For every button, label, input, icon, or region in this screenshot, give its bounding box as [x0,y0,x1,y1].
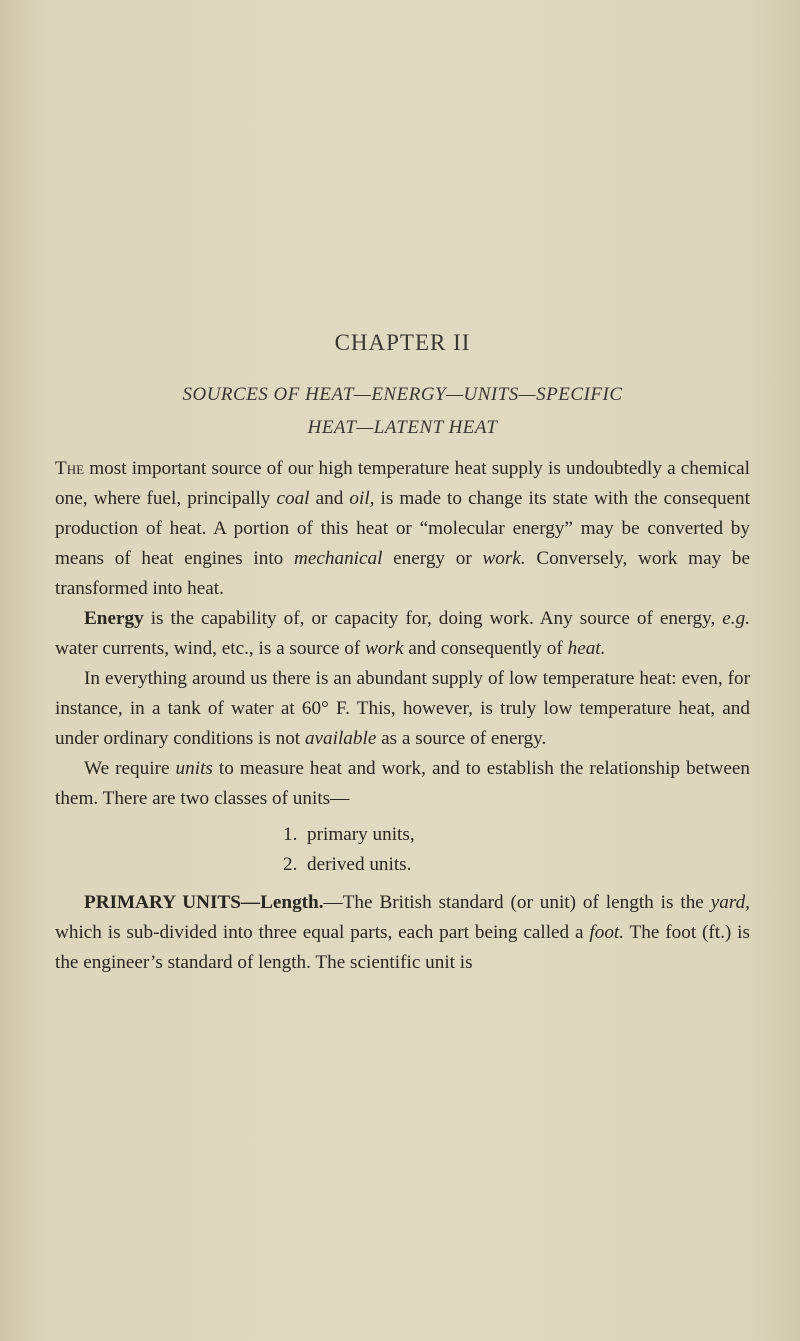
para1-coal: coal [276,488,310,509]
para5-foot: foot. [589,922,625,943]
paragraph-2 [55,604,750,664]
subtitle-line-2: HEAT—LATENT HEAT [307,417,498,438]
para1-oil: oil, [349,488,375,509]
page-content [55,330,750,978]
para1-text-3: is made to change its state with the consequent production of heat. A portion of this heat or “molecular energy” may be converted by means of heat engines into [55,488,750,569]
para5-heading: PRIMARY UNITS—Length. [84,892,324,913]
para1-work: work. [482,548,526,569]
paragraph-1 [55,454,750,604]
para5-text-1: —The British standard (or unit) of length is the [323,892,711,913]
para2-work: work [365,638,404,659]
para2-heat: heat. [567,638,606,659]
paragraph-3 [55,664,750,754]
list-item-text: derived units. [307,854,412,875]
para2-text-3: and consequently of [403,638,568,659]
para3-text-2: as a source of energy. [376,728,547,749]
chapter-subtitle [55,378,750,444]
para1-text-5: Conversely, work may be transformed into heat. [55,548,751,599]
list-item-number: 2. [283,854,298,875]
list-item-text: primary units, [307,824,415,845]
para3-text-1: In everything around us there is an abundant supply of low temperature heat: even, for instance, in a tank of water at 60° F. This, however, is truly low temperature heat, and under ordinary conditions is not [55,668,750,749]
para5-yard: yard, [710,892,750,913]
paragraph-4 [55,754,750,814]
list-item [283,820,750,850]
para4-text-2: to measure heat and work, and to establish the relationship between them. There are two classes of units— [55,758,751,809]
para1-text-2: and [309,488,350,509]
paragraph-5 [55,888,750,978]
list-item-number: 1. [283,824,298,845]
para2-text-2: water currents, wind, etc., is a source of [55,638,366,659]
chapter-title: CHAPTER II [334,330,471,355]
subtitle-line-1: SOURCES OF HEAT—ENERGY—UNITS—SPECIFIC [182,384,623,405]
para1-text-1: most important source of our high temperature heat supply is undoubtedly a chemical one, where fuel, principally [55,458,750,509]
para2-energy-term: Energy [84,608,144,629]
list-item [283,850,750,880]
para3-available: available [304,728,377,749]
para2-eg: e.g. [722,608,750,629]
para2-text-1: is the capability of, or capacity for, doing work. Any source of energy, [143,608,723,629]
units-list [283,820,750,880]
para1-lead-word: The [55,458,85,479]
para1-text-4: energy or [382,548,483,569]
para4-text-1: We require [84,758,176,779]
para5-text-2: which is sub-divided into three equal parts, each part being called a [55,922,590,943]
para1-mechanical: mechanical [294,548,383,569]
para4-units: units [175,758,213,779]
para5-text-3: The foot (ft.) is the engineer’s standard of length. The scientific unit is [55,922,750,973]
